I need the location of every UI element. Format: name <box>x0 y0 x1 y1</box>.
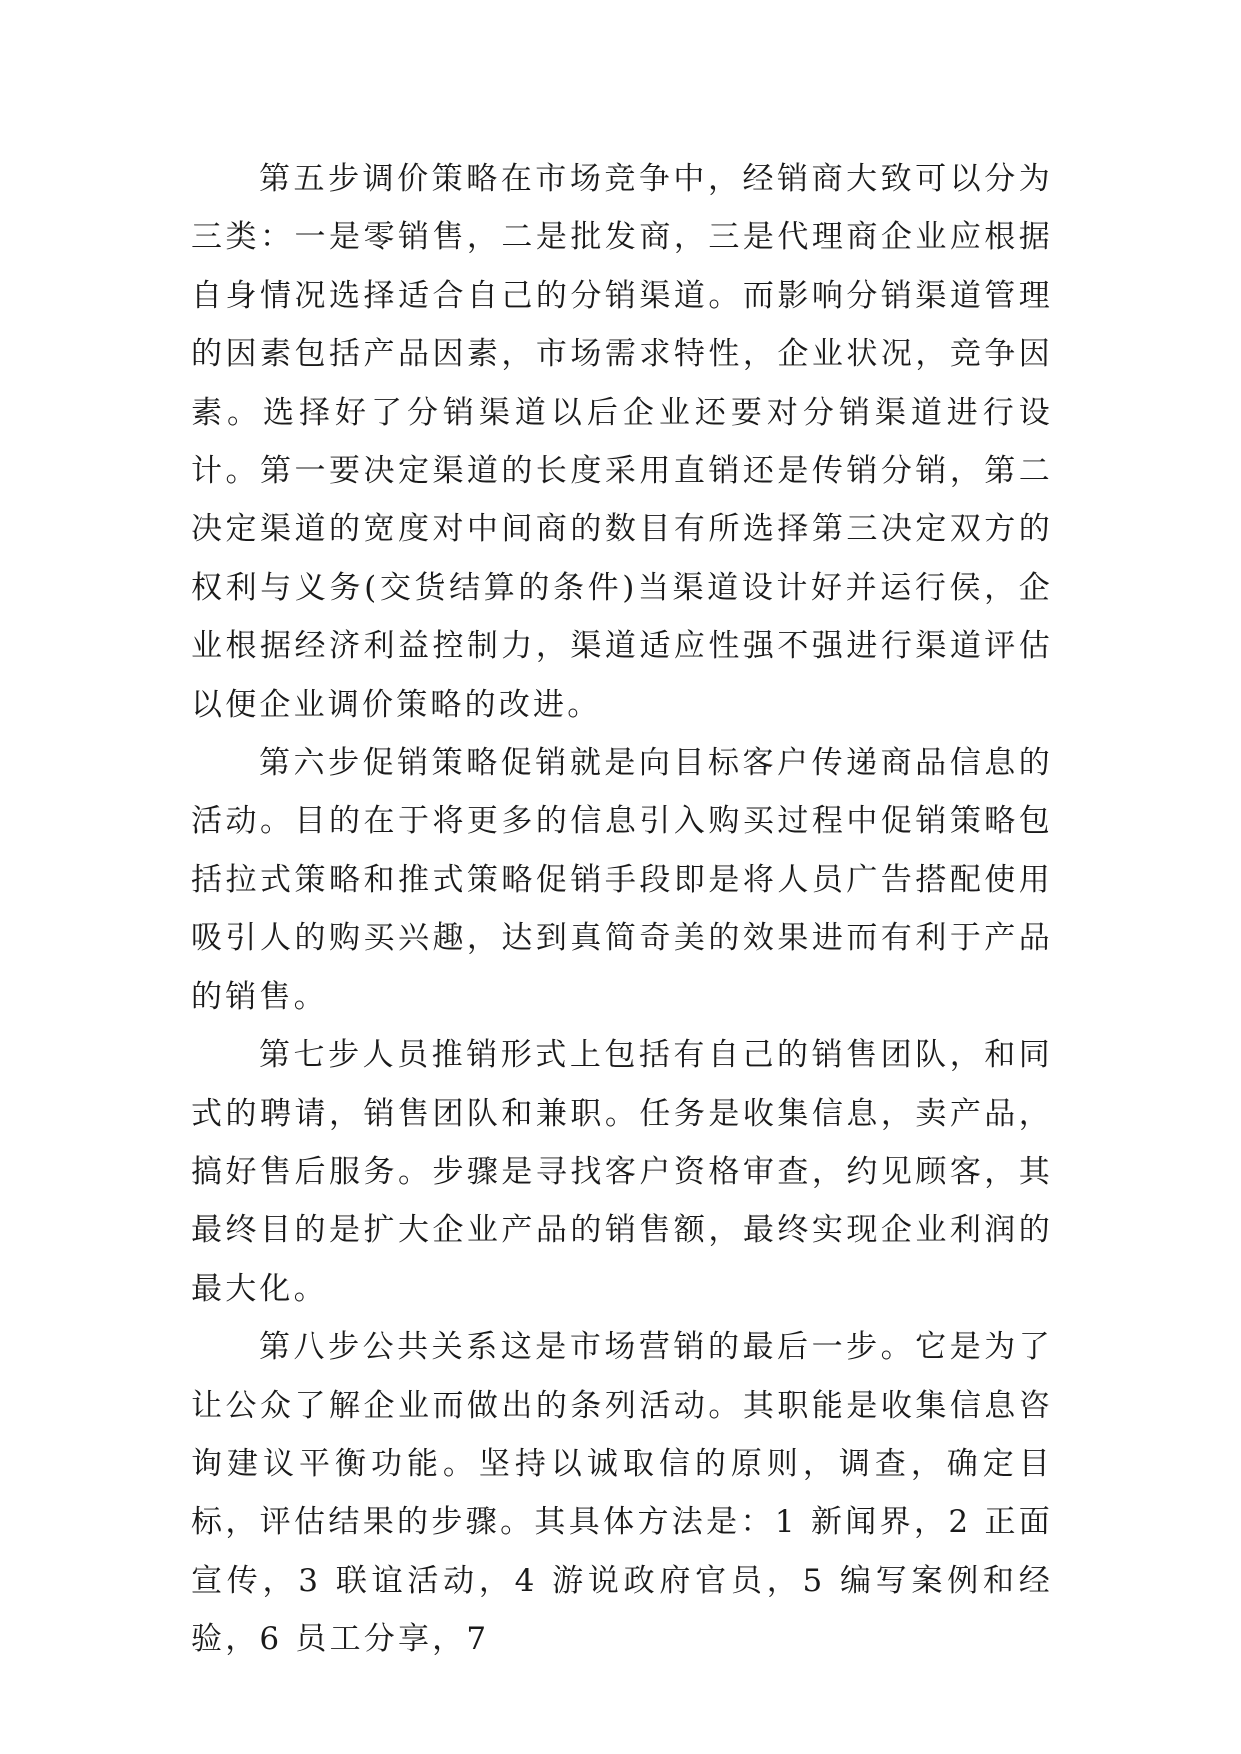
paragraph-step-6: 第六步促销策略促销就是向目标客户传递商品信息的活动。目的在于将更多的信息引入购买过程中促销策略包括拉式策略和推式策略促销手段即是将人员广告搭配使用吸引人的购买兴趣，达到真简奇美的效果进而有利于产品的销售。 <box>191 745 1053 1015</box>
document-body <box>191 150 1053 1669</box>
paragraph-step-7: 第七步人员推销形式上包括有自己的销售团队，和同式的聘请，销售团队和兼职。任务是收集信息，卖产品，搞好售后服务。步骤是寻找客户资格审查，约见顾客，其最终目的是扩大企业产品的销售额，最终实现企业利润的最大化。 <box>191 1037 1053 1307</box>
paragraph-step-8: 第八步公共关系这是市场营销的最后一步。它是为了让公众了解企业而做出的条列活动。其职能是收集信息咨询建议平衡功能。坚持以诚取信的原则，调查，确定目标，评估结果的步骤。其具体方法是：1 新闻界，2 正面宣传，3 联谊活动，4 游说政府官员，5 编写案例和经验，6 员工分享，7 <box>191 1329 1053 1658</box>
paragraph-step-5: 第五步调价策略在市场竞争中，经销商大致可以分为三类：一是零销售，二是批发商，三是代理商企业应根据自身情况选择适合自己的分销渠道。而影响分销渠道管理的因素包括产品因素，市场需求特性，企业状况，竞争因素。选择好了分销渠道以后企业还要对分销渠道进行设计。第一要决定渠道的长度采用直销还是传销分销，第二决定渠道的宽度对中间商的数目有所选择第三决定双方的权利与义务(交货结算的条件)当渠道设计好并运行侯，企业根据经济利益控制力，渠道适应性强不强进行渠道评估以便企业调价策略的改进。 <box>191 161 1053 723</box>
